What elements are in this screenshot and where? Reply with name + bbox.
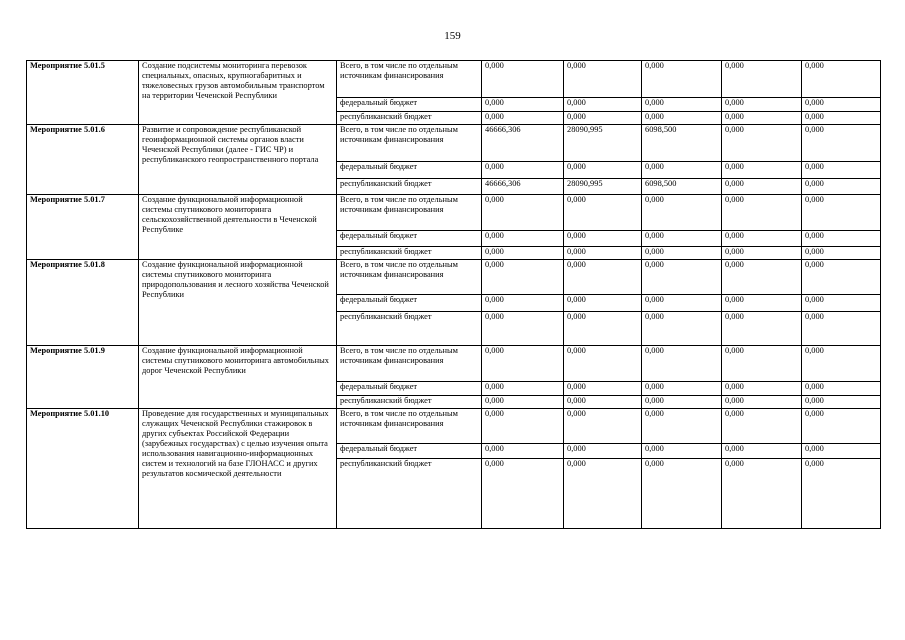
amount-cell: 0,000 bbox=[482, 409, 564, 444]
amount-cell: 0,000 bbox=[722, 98, 802, 112]
amount-cell: 0,000 bbox=[642, 247, 722, 260]
amount-cell: 0,000 bbox=[642, 346, 722, 382]
amount-cell: 0,000 bbox=[482, 247, 564, 260]
amount-cell: 0,000 bbox=[564, 396, 642, 409]
amount-cell: 0,000 bbox=[564, 312, 642, 346]
amount-cell: 0,000 bbox=[482, 444, 564, 459]
funding-source: республиканский бюджет bbox=[337, 396, 482, 409]
table-row bbox=[27, 195, 881, 231]
amount-cell: 0,000 bbox=[802, 444, 881, 459]
amount-cell: 0,000 bbox=[802, 260, 881, 295]
amount-cell: 0,000 bbox=[722, 112, 802, 125]
amount-cell: 0,000 bbox=[802, 382, 881, 396]
amount-cell: 0,000 bbox=[642, 312, 722, 346]
amount-cell: 0,000 bbox=[722, 61, 802, 98]
activity-code: Мероприятие 5.01.9 bbox=[27, 346, 139, 409]
table-row bbox=[27, 409, 881, 444]
amount-cell: 6098,500 bbox=[642, 179, 722, 195]
funding-source: Всего, в том числе по отдельным источникам финансирования bbox=[337, 125, 482, 162]
amount-cell: 0,000 bbox=[722, 162, 802, 179]
amount-cell: 0,000 bbox=[642, 260, 722, 295]
activity-description: Создание функциональной информационной системы спутникового мониторинга природопользования и лесного хозяйства Чеченской Республики bbox=[139, 260, 337, 346]
amount-cell: 0,000 bbox=[802, 162, 881, 179]
amount-cell: 0,000 bbox=[722, 382, 802, 396]
amount-cell: 0,000 bbox=[802, 247, 881, 260]
table-row bbox=[27, 346, 881, 382]
activity-code: Мероприятие 5.01.5 bbox=[27, 61, 139, 125]
amount-cell: 0,000 bbox=[564, 61, 642, 98]
amount-cell: 0,000 bbox=[802, 231, 881, 247]
amount-cell: 0,000 bbox=[802, 179, 881, 195]
funding-source: федеральный бюджет bbox=[337, 231, 482, 247]
amount-cell: 0,000 bbox=[722, 195, 802, 231]
amount-cell: 0,000 bbox=[564, 295, 642, 312]
activity-description: Проведение для государственных и муниципальных служащих Чеченской Республики стажировок в других субъектах Российской Федерации (зарубежных государствах) с целью изучения опыта использования навигационно-информационных систем и технологий на базе ГЛОНАСС и других результатов космической деятельности bbox=[139, 409, 337, 529]
amount-cell: 0,000 bbox=[482, 98, 564, 112]
amount-cell: 0,000 bbox=[802, 409, 881, 444]
amount-cell: 0,000 bbox=[564, 409, 642, 444]
amount-cell: 0,000 bbox=[482, 162, 564, 179]
amount-cell: 0,000 bbox=[642, 382, 722, 396]
amount-cell: 0,000 bbox=[564, 382, 642, 396]
funding-source: федеральный бюджет bbox=[337, 295, 482, 312]
amount-cell: 0,000 bbox=[802, 346, 881, 382]
amount-cell: 0,000 bbox=[802, 112, 881, 125]
funding-source: федеральный бюджет bbox=[337, 162, 482, 179]
amount-cell: 46666,306 bbox=[482, 179, 564, 195]
amount-cell: 0,000 bbox=[722, 247, 802, 260]
amount-cell: 0,000 bbox=[482, 346, 564, 382]
amount-cell: 0,000 bbox=[482, 312, 564, 346]
amount-cell: 0,000 bbox=[722, 444, 802, 459]
amount-cell: 0,000 bbox=[642, 459, 722, 529]
amount-cell: 0,000 bbox=[722, 231, 802, 247]
budget-table bbox=[26, 60, 881, 529]
amount-cell: 0,000 bbox=[802, 396, 881, 409]
page-number: 159 bbox=[444, 30, 461, 42]
amount-cell: 0,000 bbox=[642, 195, 722, 231]
amount-cell: 28090,995 bbox=[564, 125, 642, 162]
amount-cell: 0,000 bbox=[642, 409, 722, 444]
funding-source: республиканский бюджет bbox=[337, 312, 482, 346]
funding-source: федеральный бюджет bbox=[337, 382, 482, 396]
amount-cell: 0,000 bbox=[482, 231, 564, 247]
amount-cell: 28090,995 bbox=[564, 179, 642, 195]
amount-cell: 0,000 bbox=[642, 61, 722, 98]
amount-cell: 0,000 bbox=[482, 61, 564, 98]
amount-cell: 0,000 bbox=[482, 396, 564, 409]
amount-cell: 0,000 bbox=[564, 459, 642, 529]
funding-source: федеральный бюджет bbox=[337, 98, 482, 112]
activity-code: Мероприятие 5.01.7 bbox=[27, 195, 139, 260]
amount-cell: 0,000 bbox=[482, 295, 564, 312]
amount-cell: 0,000 bbox=[722, 396, 802, 409]
amount-cell: 0,000 bbox=[564, 162, 642, 179]
amount-cell: 0,000 bbox=[802, 195, 881, 231]
amount-cell: 0,000 bbox=[564, 195, 642, 231]
amount-cell: 0,000 bbox=[564, 98, 642, 112]
amount-cell: 0,000 bbox=[642, 98, 722, 112]
funding-source: Всего, в том числе по отдельным источникам финансирования bbox=[337, 260, 482, 295]
amount-cell: 0,000 bbox=[802, 312, 881, 346]
funding-source: Всего, в том числе по отдельным источникам финансирования bbox=[337, 195, 482, 231]
funding-source: республиканский бюджет bbox=[337, 459, 482, 529]
amount-cell: 0,000 bbox=[642, 231, 722, 247]
funding-source: Всего, в том числе по отдельным источникам финансирования bbox=[337, 346, 482, 382]
amount-cell: 0,000 bbox=[642, 396, 722, 409]
funding-source: республиканский бюджет bbox=[337, 247, 482, 260]
amount-cell: 46666,306 bbox=[482, 125, 564, 162]
activity-description: Создание подсистемы мониторинга перевозок специальных, опасных, крупногабаритных и тяжеловесных грузов автомобильным транспортом на территории Чеченской Республики bbox=[139, 61, 337, 125]
amount-cell: 0,000 bbox=[722, 459, 802, 529]
amount-cell: 0,000 bbox=[722, 125, 802, 162]
table-row bbox=[27, 61, 881, 98]
amount-cell: 0,000 bbox=[802, 61, 881, 98]
funding-source: федеральный бюджет bbox=[337, 444, 482, 459]
amount-cell: 0,000 bbox=[482, 382, 564, 396]
amount-cell: 0,000 bbox=[642, 444, 722, 459]
activity-description: Создание функциональной информационной системы спутникового мониторинга автомобильных дорог Чеченской Республики bbox=[139, 346, 337, 409]
amount-cell: 0,000 bbox=[722, 346, 802, 382]
funding-source: республиканский бюджет bbox=[337, 179, 482, 195]
amount-cell: 0,000 bbox=[482, 459, 564, 529]
amount-cell: 0,000 bbox=[564, 231, 642, 247]
amount-cell: 0,000 bbox=[564, 112, 642, 125]
amount-cell: 0,000 bbox=[642, 295, 722, 312]
amount-cell: 0,000 bbox=[802, 125, 881, 162]
amount-cell: 0,000 bbox=[722, 295, 802, 312]
amount-cell: 0,000 bbox=[722, 409, 802, 444]
amount-cell: 0,000 bbox=[482, 195, 564, 231]
funding-source: республиканский бюджет bbox=[337, 112, 482, 125]
activity-code: Мероприятие 5.01.6 bbox=[27, 125, 139, 195]
amount-cell: 0,000 bbox=[564, 247, 642, 260]
amount-cell: 0,000 bbox=[642, 112, 722, 125]
amount-cell: 0,000 bbox=[802, 98, 881, 112]
activity-code: Мероприятие 5.01.10 bbox=[27, 409, 139, 529]
amount-cell: 0,000 bbox=[802, 295, 881, 312]
amount-cell: 0,000 bbox=[642, 162, 722, 179]
amount-cell: 0,000 bbox=[802, 459, 881, 529]
activity-code: Мероприятие 5.01.8 bbox=[27, 260, 139, 346]
amount-cell: 0,000 bbox=[564, 346, 642, 382]
amount-cell: 0,000 bbox=[564, 260, 642, 295]
amount-cell: 0,000 bbox=[482, 112, 564, 125]
funding-source: Всего, в том числе по отдельным источникам финансирования bbox=[337, 61, 482, 98]
table-row bbox=[27, 260, 881, 295]
amount-cell: 0,000 bbox=[722, 179, 802, 195]
funding-source: Всего, в том числе по отдельным источникам финансирования bbox=[337, 409, 482, 444]
activity-description: Создание функциональной информационной системы спутникового мониторинга сельскохозяйственной деятельности в Чеченской Республике bbox=[139, 195, 337, 260]
amount-cell: 6098,500 bbox=[642, 125, 722, 162]
amount-cell: 0,000 bbox=[722, 312, 802, 346]
amount-cell: 0,000 bbox=[482, 260, 564, 295]
activity-description: Развитие и сопровождение республиканской геоинформационной системы органов власти Чеченской Республики (далее - ГИС ЧР) и республиканского геопространственного портала bbox=[139, 125, 337, 195]
amount-cell: 0,000 bbox=[564, 444, 642, 459]
amount-cell: 0,000 bbox=[722, 260, 802, 295]
table-row bbox=[27, 125, 881, 162]
